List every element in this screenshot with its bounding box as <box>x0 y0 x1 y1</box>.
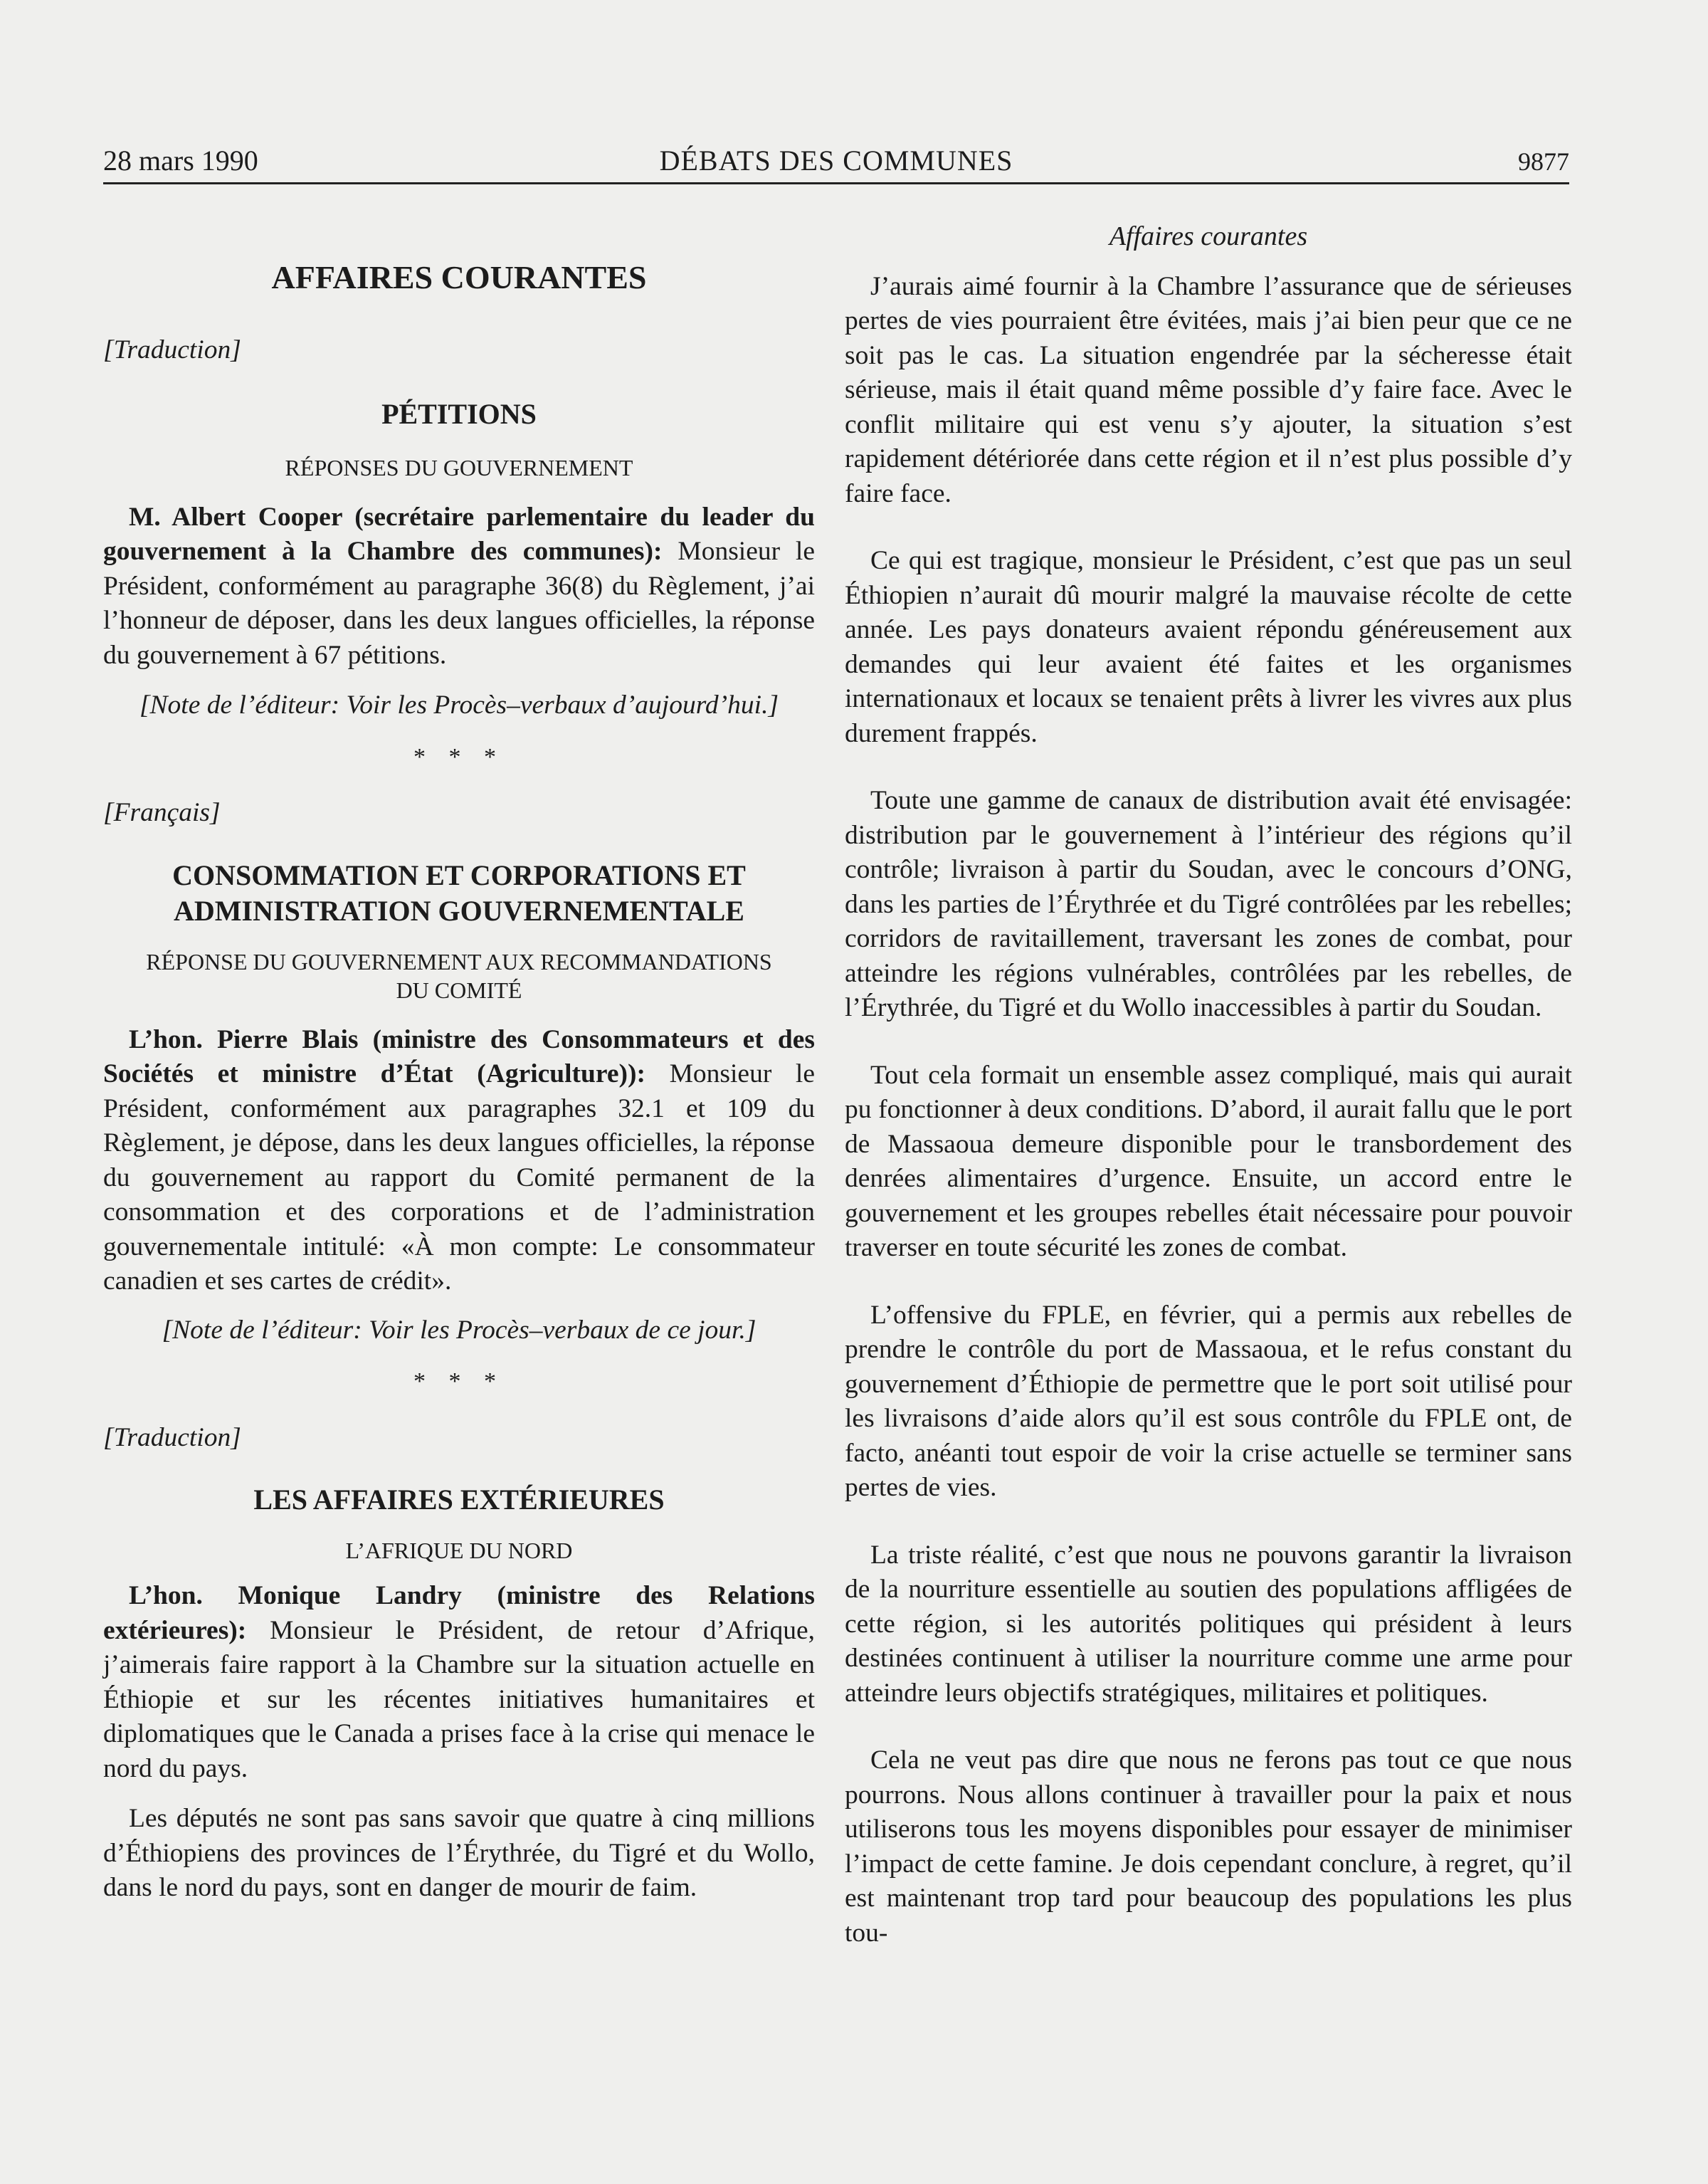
language-tag: [Traduction] <box>103 335 241 364</box>
paragraph: Toute une gamme de canaux de distribution avait été envisagée: distribution par le gouvernement à l’intérieur des régions qu’il contrôle; livraison à partir du Soudan, avec le concours d’ONG, dans les parties de l’Érythrée et du Tigré contrôlées par les rebelles; corridors de ravitaillement, traversant les zones de combat, pour atteindre les régions vulnérables, contrôlées par les rebelles, de l’Érythrée, du Tigré et du Wollo inaccessibles à partir du Soudan. <box>845 786 1572 1022</box>
language-tag: [Français] <box>103 798 221 827</box>
blais-paragraph <box>103 1023 815 1299</box>
editor-note: [Note de l’éditeur: Voir les Procès–verbaux de ce jour.] <box>162 1315 757 1345</box>
affaires-exterieures-title: LES AFFAIRES EXTÉRIEURES <box>253 1484 665 1516</box>
consommation-title-line2: ADMINISTRATION GOUVERNEMENTALE <box>174 894 744 927</box>
consommation-title-line1: CONSOMMATION ET CORPORATIONS ET <box>172 859 746 891</box>
paragraph: La triste réalité, c’est que nous ne pouvons garantir la livraison de la nourriture essentielle au soutien des populations affligées de cette région, si les autorités politiques qui président à leurs destinées continuent à utiliser la nourriture comme une arme pour atteindre leurs objectifs stratégiques, militaires et politiques. <box>845 1540 1572 1708</box>
afrique-subtitle: L’AFRIQUE DU NORD <box>345 1538 573 1563</box>
left-column <box>103 258 815 1906</box>
page-number: 9877 <box>1518 147 1569 176</box>
deputes-paragraph: Les députés ne sont pas sans savoir que quatre à cinq millions d’Éthiopiens des provinces de l’Érythrée, du Tigré et du Wollo, dans le nord du pays, sont en danger de mourir de faim. <box>103 1804 815 1902</box>
landry-paragraph <box>103 1579 815 1786</box>
language-tag: [Traduction] <box>103 1422 241 1452</box>
speaker-name: L’hon. Monique Landry (ministre des Relations extérieures): <box>103 1581 815 1645</box>
separator-stars: * * * <box>413 743 505 770</box>
speech-text: Monsieur le Président, de retour d’Afrique, j’aimerais faire rapport à la Chambre sur la situation actuelle en Éthiopie et sur les récentes initiatives humanitaires et diplomatiques que le Canada a prises face à la crise qui menace le nord du pays. <box>103 1615 815 1783</box>
section-title: AFFAIRES COURANTES <box>271 259 647 295</box>
consommation-subtitle-line1: RÉPONSE DU GOUVERNEMENT AUX RECOMMANDATIONS <box>146 948 772 975</box>
paragraph: Cela ne veut pas dire que nous ne ferons pas tout ce que nous pourrons. Nous allons continuer à travailler pour la paix et nous utiliserons tous les moyens disponibles pour essayer de minimiser l’impact de cette famine. Je dois cependant conclure, à regret, qu’il est maintenant trop tard pour beaucoup des populations les plus tou- <box>845 1745 1572 1948</box>
consommation-subtitle-line2: DU COMITÉ <box>396 977 522 1003</box>
paragraph: Ce qui est tragique, monsieur le Président, c’est que pas un seul Éthiopien n’aurait dû mourir malgré la mauvaise récolte de cette année. Les pays donateurs avaient répondu généreusement aux demandes qui leur avaient été faites et les organismes internationaux et locaux se tenaient prêts à livrer les vivres aux plus durement frappés. <box>845 546 1572 748</box>
paragraph: Tout cela formait un ensemble assez compliqué, mais qui aurait pu fonctionner à deux conditions. D’abord, il aurait fallu que le port de Massaoua demeure disponible pour le transbordement des denrées alimentaires d’urgence. Ensuite, un accord entre le gouvernement et les groupes rebelles était nécessaire pour pouvoir traverser en toute sécurité les zones de combat. <box>845 1060 1572 1262</box>
paragraph: J’aurais aimé fournir à la Chambre l’assurance que de sérieuses pertes de vies pourraient être évitées, mais j’ai bien peur que ce ne soit pas le cas. La situation engendrée par la sécheresse était sérieuse, mais il était quand même possible d’y faire face. Avec le conflit militaire qui est venu s’y ajouter, la situation s’est rapidement détériorée dans cette région et il n’est plus possible d’y faire face. <box>845 271 1572 508</box>
petitions-subtitle: RÉPONSES DU GOUVERNEMENT <box>285 454 633 481</box>
editor-note: [Note de l’éditeur: Voir les Procès–verbaux d’aujourd’hui.] <box>139 691 779 720</box>
header-rule <box>103 182 1569 184</box>
page-header <box>103 140 1569 182</box>
running-head: Affaires courantes <box>1109 221 1308 251</box>
petitions-title: PÉTITIONS <box>381 397 537 430</box>
paragraph: L’offensive du FPLE, en février, qui a permis aux rebelles de prendre le contrôle du port de Massaoua, et le refus constant du gouvernement d’Éthiopie de permettre que le port soit utilisé pour les livraisons d’aide alors qu’il est sous contrôle du FPLE ont, de facto, anéanti tout espoir de voir la crise actuelle se terminer sans pertes de vies. <box>845 1300 1572 1502</box>
speaker-name: L’hon. Pierre Blais (ministre des Consommateurs et des Sociétés et ministre d’État (Agriculture)): <box>103 1024 815 1088</box>
header-title: DÉBATS DES COMMUNES <box>659 145 1013 177</box>
header-date: 28 mars 1990 <box>103 145 258 177</box>
right-column <box>845 219 1572 1951</box>
speaker-name: M. Albert Cooper (secrétaire parlementaire du leader du gouvernement à la Chambre des communes): <box>103 502 815 566</box>
separator-stars: * * * <box>413 1368 505 1395</box>
speech-text: Monsieur le Président, conformément au paragraphe 36(8) du Règlement, j’ai l’honneur de déposer, dans les deux langues officielles, la réponse du gouvernement à 67 pétitions. <box>103 537 815 670</box>
cooper-paragraph <box>103 500 815 673</box>
speech-text: Monsieur le Président, conformément aux paragraphes 32.1 et 109 du Règlement, je dépose, dans les deux langues officielles, la réponse du gouvernement au rapport du Comité permanent de la consommation et des corporations et de l’administration gouvernementale intitulé: «À mon compte: Le consommateur canadien et ses cartes de crédit». <box>103 1059 815 1296</box>
